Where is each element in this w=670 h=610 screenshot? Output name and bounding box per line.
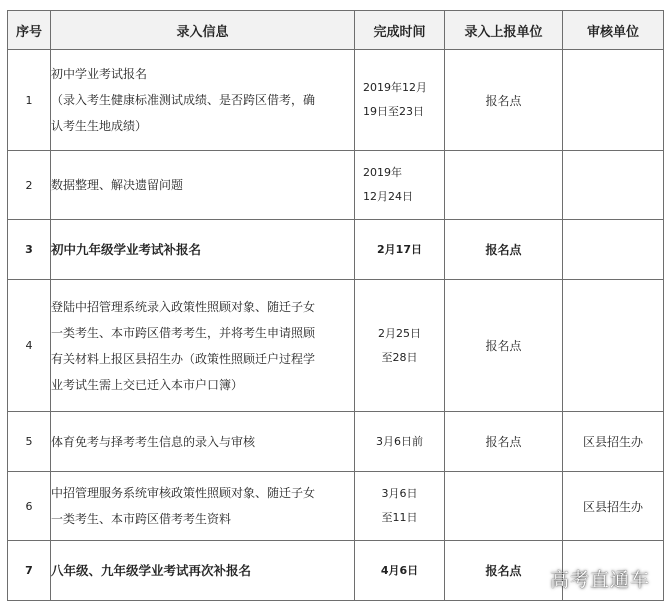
row-unit: 报名点 xyxy=(445,50,563,151)
row-num: 5 xyxy=(8,412,51,472)
row-review xyxy=(563,220,664,280)
row-unit: 报名点 xyxy=(445,280,563,412)
row-review xyxy=(563,50,664,151)
row-time: 4月6日 xyxy=(355,541,445,601)
row-unit xyxy=(445,472,563,541)
row-info: 初中学业考试报名 （录入考生健康标准测试成绩、是否跨区借考，确 认考生生地成绩） xyxy=(51,50,355,151)
row-num: 7 xyxy=(8,541,51,601)
table-row xyxy=(8,151,664,220)
row-review: 区县招生办 xyxy=(563,412,664,472)
row-time: 2019年 12月24日 xyxy=(355,151,445,220)
row-info: 初中九年级学业考试补报名 xyxy=(51,220,355,280)
row-num: 1 xyxy=(8,50,51,151)
watermark-text: 高考直通车 xyxy=(549,569,650,591)
header-info: 录入信息 xyxy=(51,11,355,50)
table-row xyxy=(8,412,664,472)
row-time: 2月17日 xyxy=(355,220,445,280)
row-unit: 报名点 xyxy=(445,220,563,280)
row-info: 登陆中招管理系统录入政策性照顾对象、随迁子女 一类考生、本市跨区借考考生，并将考生申请照顾 有关材料上报区县招生办（政策性照顾迁户过程学 业考试生需上交已迁入本市户口簿） xyxy=(51,280,355,412)
row-info: 中招管理服务系统审核政策性照顾对象、随迁子女 一类考生、本市跨区借考考生资料 xyxy=(51,472,355,541)
row-info: 八年级、九年级学业考试再次补报名 xyxy=(51,541,355,601)
row-time: 2月25日 至28日 xyxy=(355,280,445,412)
header-review: 审核单位 xyxy=(563,11,664,50)
row-review xyxy=(563,151,664,220)
schedule-table xyxy=(7,10,664,601)
row-review: 区县招生办 xyxy=(563,472,664,541)
row-unit: 报名点 xyxy=(445,541,563,601)
row-info: 数据整理、解决遗留问题 xyxy=(51,151,355,220)
row-unit: 报名点 xyxy=(445,412,563,472)
header-time: 完成时间 xyxy=(355,11,445,50)
row-info: 体育免考与择考考生信息的录入与审核 xyxy=(51,412,355,472)
row-review xyxy=(563,280,664,412)
row-num: 2 xyxy=(8,151,51,220)
table-row xyxy=(8,280,664,412)
row-num: 6 xyxy=(8,472,51,541)
table-row xyxy=(8,472,664,541)
row-time: 3月6日 至11日 xyxy=(355,472,445,541)
row-time: 3月6日前 xyxy=(355,412,445,472)
header-unit: 录入上报单位 xyxy=(445,11,563,50)
row-num: 3 xyxy=(8,220,51,280)
row-num: 4 xyxy=(8,280,51,412)
row-time: 2019年12月 19日至23日 xyxy=(355,50,445,151)
table-row xyxy=(8,50,664,151)
header-num: 序号 xyxy=(8,11,51,50)
row-unit xyxy=(445,151,563,220)
table-row xyxy=(8,220,664,280)
header-row xyxy=(8,11,664,50)
